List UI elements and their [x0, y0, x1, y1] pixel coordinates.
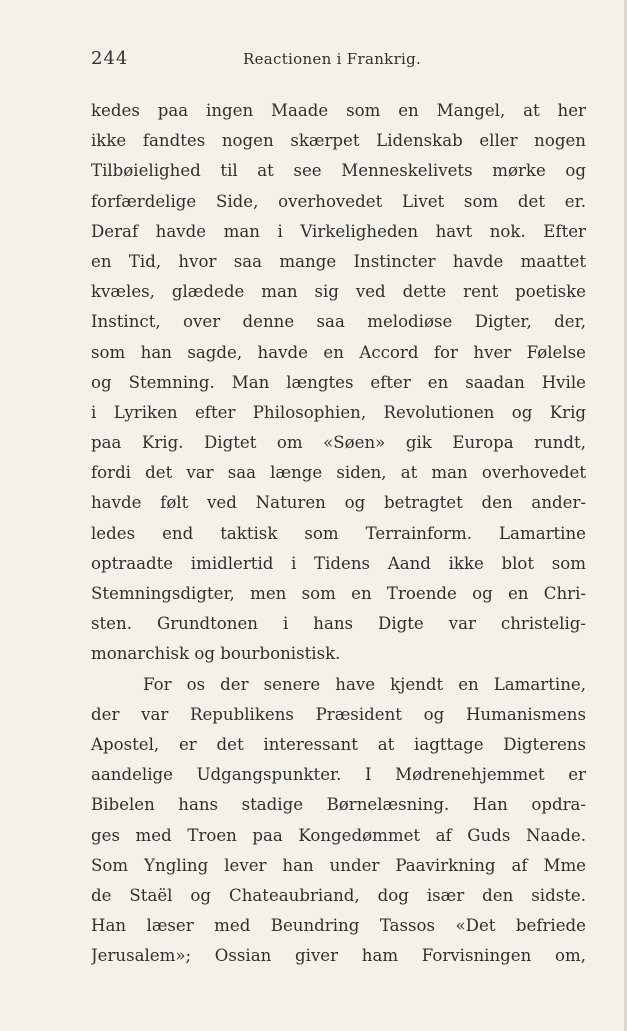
text-line: Jerusalem»; Ossian giver ham Forvisningen om, [91, 946, 586, 966]
text-line: og Stemning. Man længtes efter en saadan Hvile [91, 372, 586, 392]
text-line: Som Yngling lever han under Paavirkning af Mme [91, 855, 586, 875]
text-line: Stemningsdigter, men som en Troende og en Chri- [91, 584, 586, 603]
text-line: monarchisk og bourbonistisk. [91, 644, 341, 664]
text-line: Tilbøielighed til at see Menneskelivets mørke og [91, 161, 586, 181]
text-line: ikke fandtes nogen skærpet Lidenskab eller nogen [91, 131, 586, 151]
text-line: sten. Grundtonen i hans Digte var christelig- [91, 614, 586, 634]
running-head: Reactionen i Frankrig. [243, 50, 422, 68]
text-line: ges med Troen paa Kongedømmet af Guds Naade. [91, 825, 586, 845]
text-line: Deraf havde man i Virkeligheden havt nok. Efter [91, 221, 586, 241]
page-number: 244 [91, 48, 129, 69]
text-line: en Tid, hvor saa mange Instincter havde maattet [91, 251, 586, 271]
text-line: paa Krig. Digtet om «Søen» gik Europa rundt, [91, 433, 586, 453]
text-line: de Staël og Chateaubriand, dog især den sidste. [91, 885, 586, 905]
text-line: ledes end taktisk som Terrainform. Lamartine [91, 523, 586, 543]
text-line: Bibelen hans stadige Børnelæsning. Han opdra- [91, 795, 586, 815]
text-line: optraadte imidlertid i Tidens Aand ikke blot som [91, 553, 586, 573]
body-text [91, 96, 586, 971]
text-line: forfærdelige Side, overhovedet Livet som det er. [91, 191, 586, 211]
text-line: Instinct, over denne saa melodiøse Digter, der, [91, 312, 586, 332]
text-line: der var Republikens Præsident og Humanismens [91, 704, 586, 724]
text-line: havde følt ved Naturen og betragtet den ander- [91, 493, 586, 513]
text-line: fordi det var saa længe siden, at man overhovedet [91, 463, 586, 483]
text-line: i Lyriken efter Philosophien, Revolutionen og Krig [91, 402, 586, 422]
text-line: aandelige Udgangspunkter. I Mødrenehjemmet er [91, 765, 586, 785]
page-header [91, 48, 586, 74]
text-line: kvæles, glædede man sig ved dette rent poetiske [91, 282, 586, 302]
text-line: Apostel, er det interessant at iagttage Digterens [91, 734, 586, 754]
paragraph-start-line: For os der senere have kjendt en Lamartine, [143, 674, 586, 694]
text-line: kedes paa ingen Maade som en Mangel, at her [91, 101, 586, 120]
text-line: Han læser med Beundring Tassos «Det befriede [91, 916, 586, 936]
text-line: som han sagde, havde en Accord for hver Følelse [91, 342, 586, 362]
